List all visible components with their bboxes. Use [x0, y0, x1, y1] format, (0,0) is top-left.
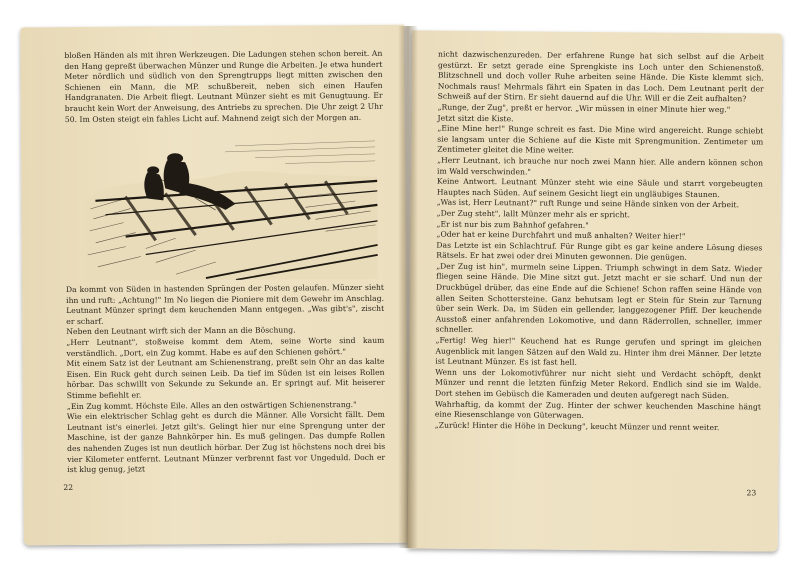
- paragraph: „Zurück! Hinter die Höhe in Deckung", keucht Münzer und rennt weiter.: [434, 420, 720, 432]
- paragraph: „Fertig! Weg hier!" Keuchend hat es Runge gerufen und springt im gleichen Augenblick mit langen Sätzen auf den Wald zu. Hinter ihm drei Männer. Der letzte ist Leutnant Münzer. Es ist fast hell.: [435, 335, 762, 368]
- paragraph: „Herr Leutnant", stoßweise kommt dem Atem, seine Worte sind kaum verständlich. „Dort, ein Zug kommt. Habe es auf den Schienen gehört.": [66, 335, 385, 358]
- paragraph: Wie ein elektrischer Schlag geht es durch die Männer. Alle Vorsicht fällt. Dem Leutnant ist's einerlei. Jetzt gilt's. Gelingt hier nur eine Sprengung unter der Maschine, ist der ganze Bahnkörper hin. Es muß gelingen. Das dumpfe Rollen des nahenden Zuges ist nun deutlich hörbar. Der Zug ist höchstens noch drei bis vier Kilometer entfernt. Leutnant Münzer verbrennt fast vor Ungeduld. Doch er ist klug genug, jetzt: [66, 409, 386, 475]
- page-number-left: 22: [63, 482, 74, 493]
- soldiers-on-railway-illustration: [85, 137, 378, 281]
- paragraph: „Runge, der Zug", preßt er hervor. „Wir müssen in einer Minute hier weg.": [437, 102, 731, 115]
- right-page-text: [435, 50, 764, 434]
- paragraph: nicht dazwischenzureden. Der erfahrene Runge hat sich selbst auf die Arbeit gestürzt. Er setzt gerade eine Sprengkiste ins Loch unter den Schienenstoß. Blitzschnell und doch voller Ruhe arbeiten seine Hände. Die Kiste klemmt sich. Nochmals raus! Mehrmals fährt ein Spaten in das Loch. Dem Leutnant perlt der Schweiß auf der Stirn. Er sieht dauernd auf die Uhr. Will er die Zeit aufhalten?: [437, 49, 765, 104]
- paragraph: „Oder hat er keine Durchfahrt und muß anhalten? Weiter hier!": [436, 229, 686, 241]
- left-page: [20, 25, 408, 546]
- paragraph: „Der Zug ist hin", murmeln seine Lippen. Triumph schwingt in dem Satz. Wieder fliegen seine Hände. Die Mine sitzt gut. Jetzt macht er sie scharf. Und nun der Druckbügel drüber, das eine Ende auf die Schiene! Schon raffen seine Hände von allen Seiten Schottersteine. Ganz behutsam legt er Stein für Stein zur Tarnung über sein Werk. Da, im Süden ein gellender, langgezogener Pfiff. Der keuchende Ausstoß einer anfahrenden Lokomotive, und dann Räderrollen, schneller, immer schneller.: [435, 261, 763, 335]
- paragraph: Wahrhaftig, da kommt der Zug. Hinter der schwer keuchenden Maschine hängt eine Riesenschlange von Güterwagen.: [434, 399, 762, 421]
- paragraph: Wenn uns der Lokomotivführer nur nicht sieht und Verdacht schöpft, denkt Münzer und rennt die letzten fünfzig Meter Rekord. Endlich sind sie im Walde. Dort stehen im Gebüsch die Kameraden und deuten aufgeregt nach Süden.: [435, 367, 762, 401]
- right-page: [408, 30, 783, 551]
- book-gutter: [398, 26, 418, 548]
- paragraph: „Eine Mine her!" Runge schreit es fast. Die Mine wird angereicht. Runge schiebt sie langsam unter die Schiene auf die Kiste mit Sprengmunition. Zentimeter um Zentimeter gleitet die Mine weiter.: [437, 123, 764, 156]
- page-number-right: 23: [746, 488, 757, 498]
- paragraph: „Der Zug steht", lallt Münzer mehr als er spricht.: [436, 208, 631, 220]
- paragraph: „Er ist nur bis zum Bahnhof gefahren.": [436, 219, 589, 230]
- left-page-top-text: [64, 49, 383, 125]
- paragraph: Neben den Leutnant wirft sich der Mann an die Böschung.: [66, 325, 296, 337]
- paragraph: Keine Antwort. Leutnant Münzer steht wie eine Säule und starrt vorgebeugten Hauptes nach Süden. Auf seinem Gesicht liegt ein ungläubiges Staunen.: [436, 176, 763, 199]
- paragraph: „Was ist, Herr Leutnant?" ruft Runge und seine Hände sinken von der Arbeit.: [436, 197, 740, 210]
- paragraph: „Herr Leutnant, ich brauche nur noch zwei Mann hier. Alle andern können schon im Wald verschwinden.": [437, 155, 764, 176]
- paragraph: „Ein Zug kommt. Höchste Eile. Alles an den ostwärtigen Schienenstrang.": [66, 399, 357, 411]
- paragraph: Das Letzte ist ein Schlachtruf. Für Runge gibt es gar keine andere Lösung dieses Rätsels. Er hat zwei oder drei Minuten gewonnen. Die genügen.: [436, 240, 763, 263]
- paragraph: bloßen Händen als mit ihren Werkzeugen. Die Ladungen stehen schon bereit. An den Hang gepreßt überwachen Münzer und Runge die Arbeiten. Je etwa hundert Meter nördlich und südlich von den Sprengtrupps liegt mitten zwischen den Schienen ein Mann, die MP. schußbereit, neben sich einen Haufen Handgranaten. Die Arbeit fliegt. Leutnant Münzer sieht es mit Genugtuung. Er braucht kein Wort der Anweisung, des Antriebs zu sprechen. Die Uhr zeigt 2 Uhr 50. Im Osten steigt ein fahles Licht auf. Mahnend zeigt sich der Morgen an.: [64, 48, 383, 124]
- left-page-bottom-text: [66, 283, 385, 476]
- paragraph: Jetzt sitzt die Kiste.: [437, 113, 514, 123]
- open-book: [22, 26, 782, 548]
- paragraph: Mit einem Satz ist der Leutnant am Schienenstrang, preßt sein Ohr an das kalte Eisen. Ein Ruck geht durch seinen Leib. Da tief im Süden ist ein leises Rollen hörbar. Das schwillt von Sekunde zu Sekunde an. Er springt auf. Mit heiserer Stimme befiehlt er.: [66, 356, 385, 400]
- paragraph: Da kommt von Süden in hastenden Sprüngen der Posten gelaufen. Münzer sieht ihn und ruft: „Achtung!" Im No liegen die Pioniere mit dem Gewehr im Anschlag. Leutnant Münzer springt dem keuchenden Mann entgegen. „Was gibt's", zischt er scharf.: [65, 282, 385, 326]
